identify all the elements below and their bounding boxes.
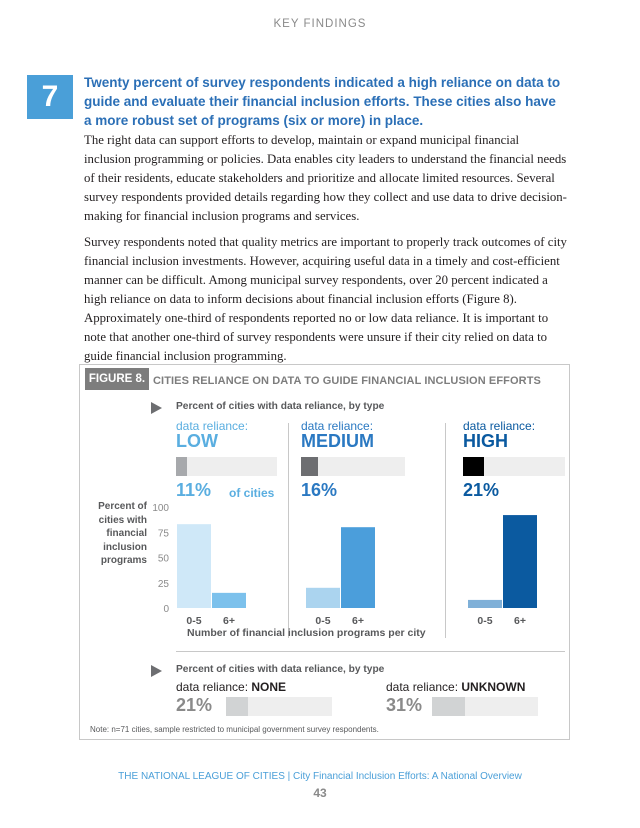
medium-share-bar	[301, 457, 405, 476]
medium-share-value: 16%	[301, 480, 338, 500]
of-cities-label: of cities	[229, 486, 275, 500]
unknown-share-value: 31%	[386, 695, 423, 715]
y-tick-label: 25	[157, 578, 169, 590]
body-paragraph: Survey respondents noted that quality metrics are important to properly track outcomes of city financial inclusion investments. However, acquiring useful data in a timely and cost-efficient manner can be difficult. Among municipal survey respondents, over 20 percent indicated a high reliance on data to inform decisions about financial inclusion efforts (Figure 8). Approximately one-third of respondents reported no or low data reliance. It is important to note that another one-third of survey respondents were unsure if their city relied on data to guide financial inclusion programming.	[84, 235, 567, 363]
unknown-reliance-label: data reliance:	[386, 680, 459, 694]
medium-reliance-label: data reliance:	[301, 419, 374, 433]
bar-chart	[140, 495, 560, 635]
unknown-reliance-heading	[386, 680, 525, 694]
high-reliance-level: HIGH	[463, 431, 508, 451]
figure-tab: FIGURE 8.	[85, 368, 149, 390]
finding-headline: Twenty percent of survey respondents indicated a high reliance on data to guide and evaluate their financial inclusion efforts. These cities also have a more robust set of programs (six or more) in place.	[84, 75, 561, 128]
unknown-share-bar	[432, 697, 538, 716]
figure-subtitle-bottom: Percent of cities with data reliance, by type	[176, 664, 385, 675]
play-triangle-icon	[151, 665, 162, 677]
x-tick-label: 6+	[223, 615, 235, 627]
low-reliance-label: data reliance:	[176, 419, 249, 433]
low-share-value: 11%	[176, 480, 212, 500]
medium-reliance-level: MEDIUM	[301, 431, 374, 451]
x-axis-label: Number of financial inclusion programs per city	[187, 627, 426, 639]
bar-high-0-5	[468, 600, 502, 608]
low-share-bar-fill	[176, 457, 187, 476]
finding-number-badge: 7	[27, 75, 73, 119]
high-reliance-label: data reliance:	[463, 419, 536, 433]
none-share-bar-fill	[226, 697, 248, 716]
high-share-value: 21%	[463, 480, 500, 500]
x-tick-label: 0-5	[186, 615, 202, 627]
y-axis-label: Percent of cities with financial inclusion programs	[98, 501, 147, 566]
unknown-reliance-level: UNKNOWN	[461, 680, 526, 694]
x-tick-label: 0-5	[315, 615, 331, 627]
medium-share-bar-fill	[301, 457, 318, 476]
y-tick-label: 100	[152, 503, 169, 514]
section-divider	[176, 651, 565, 652]
footer: THE NATIONAL LEAGUE OF CITIES | City Financial Inclusion Efforts: A National Overview	[118, 771, 522, 782]
figure-note: Note: n=71 cities, sample restricted to municipal government survey respondents.	[90, 725, 379, 734]
section-label: KEY FINDINGS	[273, 18, 367, 30]
y-tick-label: 75	[157, 528, 169, 540]
x-tick-label: 0-5	[477, 615, 493, 627]
bar-high-6+	[503, 515, 537, 608]
page-number: 43	[313, 786, 327, 800]
high-share-bar	[463, 457, 565, 476]
none-share-bar	[226, 697, 332, 716]
none-reliance-level: NONE	[251, 680, 287, 694]
bar-low-6+	[212, 593, 246, 608]
y-tick-label: 0	[163, 604, 169, 615]
play-triangle-icon	[151, 402, 162, 414]
low-reliance-level: LOW	[176, 431, 218, 451]
low-share-bar	[176, 457, 277, 476]
none-share-value: 21%	[176, 695, 213, 715]
body-paragraph: The right data can support efforts to develop, maintain or expand municipal financial inclusion programming or policies. Data enables city leaders to understand the financial needs of their residents, educate stakeholders and prioritize and allocate limited resources. Several survey respondents provided details regarding how they collect and use data to drive decision-making for financial inclusion programs and services.	[84, 133, 567, 223]
figure-subtitle-top: Percent of cities with data reliance, by type	[176, 401, 385, 412]
unknown-share-bar-fill	[432, 697, 465, 716]
x-tick-label: 6+	[514, 615, 526, 627]
bar-low-0-5	[177, 524, 211, 608]
y-tick-label: 50	[157, 553, 169, 565]
none-reliance-heading	[176, 680, 286, 694]
bar-medium-0-5	[306, 588, 340, 608]
figure-title: CITIES RELIANCE ON DATA TO GUIDE FINANCIAL INCLUSION EFFORTS	[153, 375, 541, 387]
bar-medium-6+	[341, 527, 375, 608]
none-reliance-label: data reliance:	[176, 680, 249, 694]
high-share-bar-fill	[463, 457, 484, 476]
x-tick-label: 6+	[352, 615, 364, 627]
